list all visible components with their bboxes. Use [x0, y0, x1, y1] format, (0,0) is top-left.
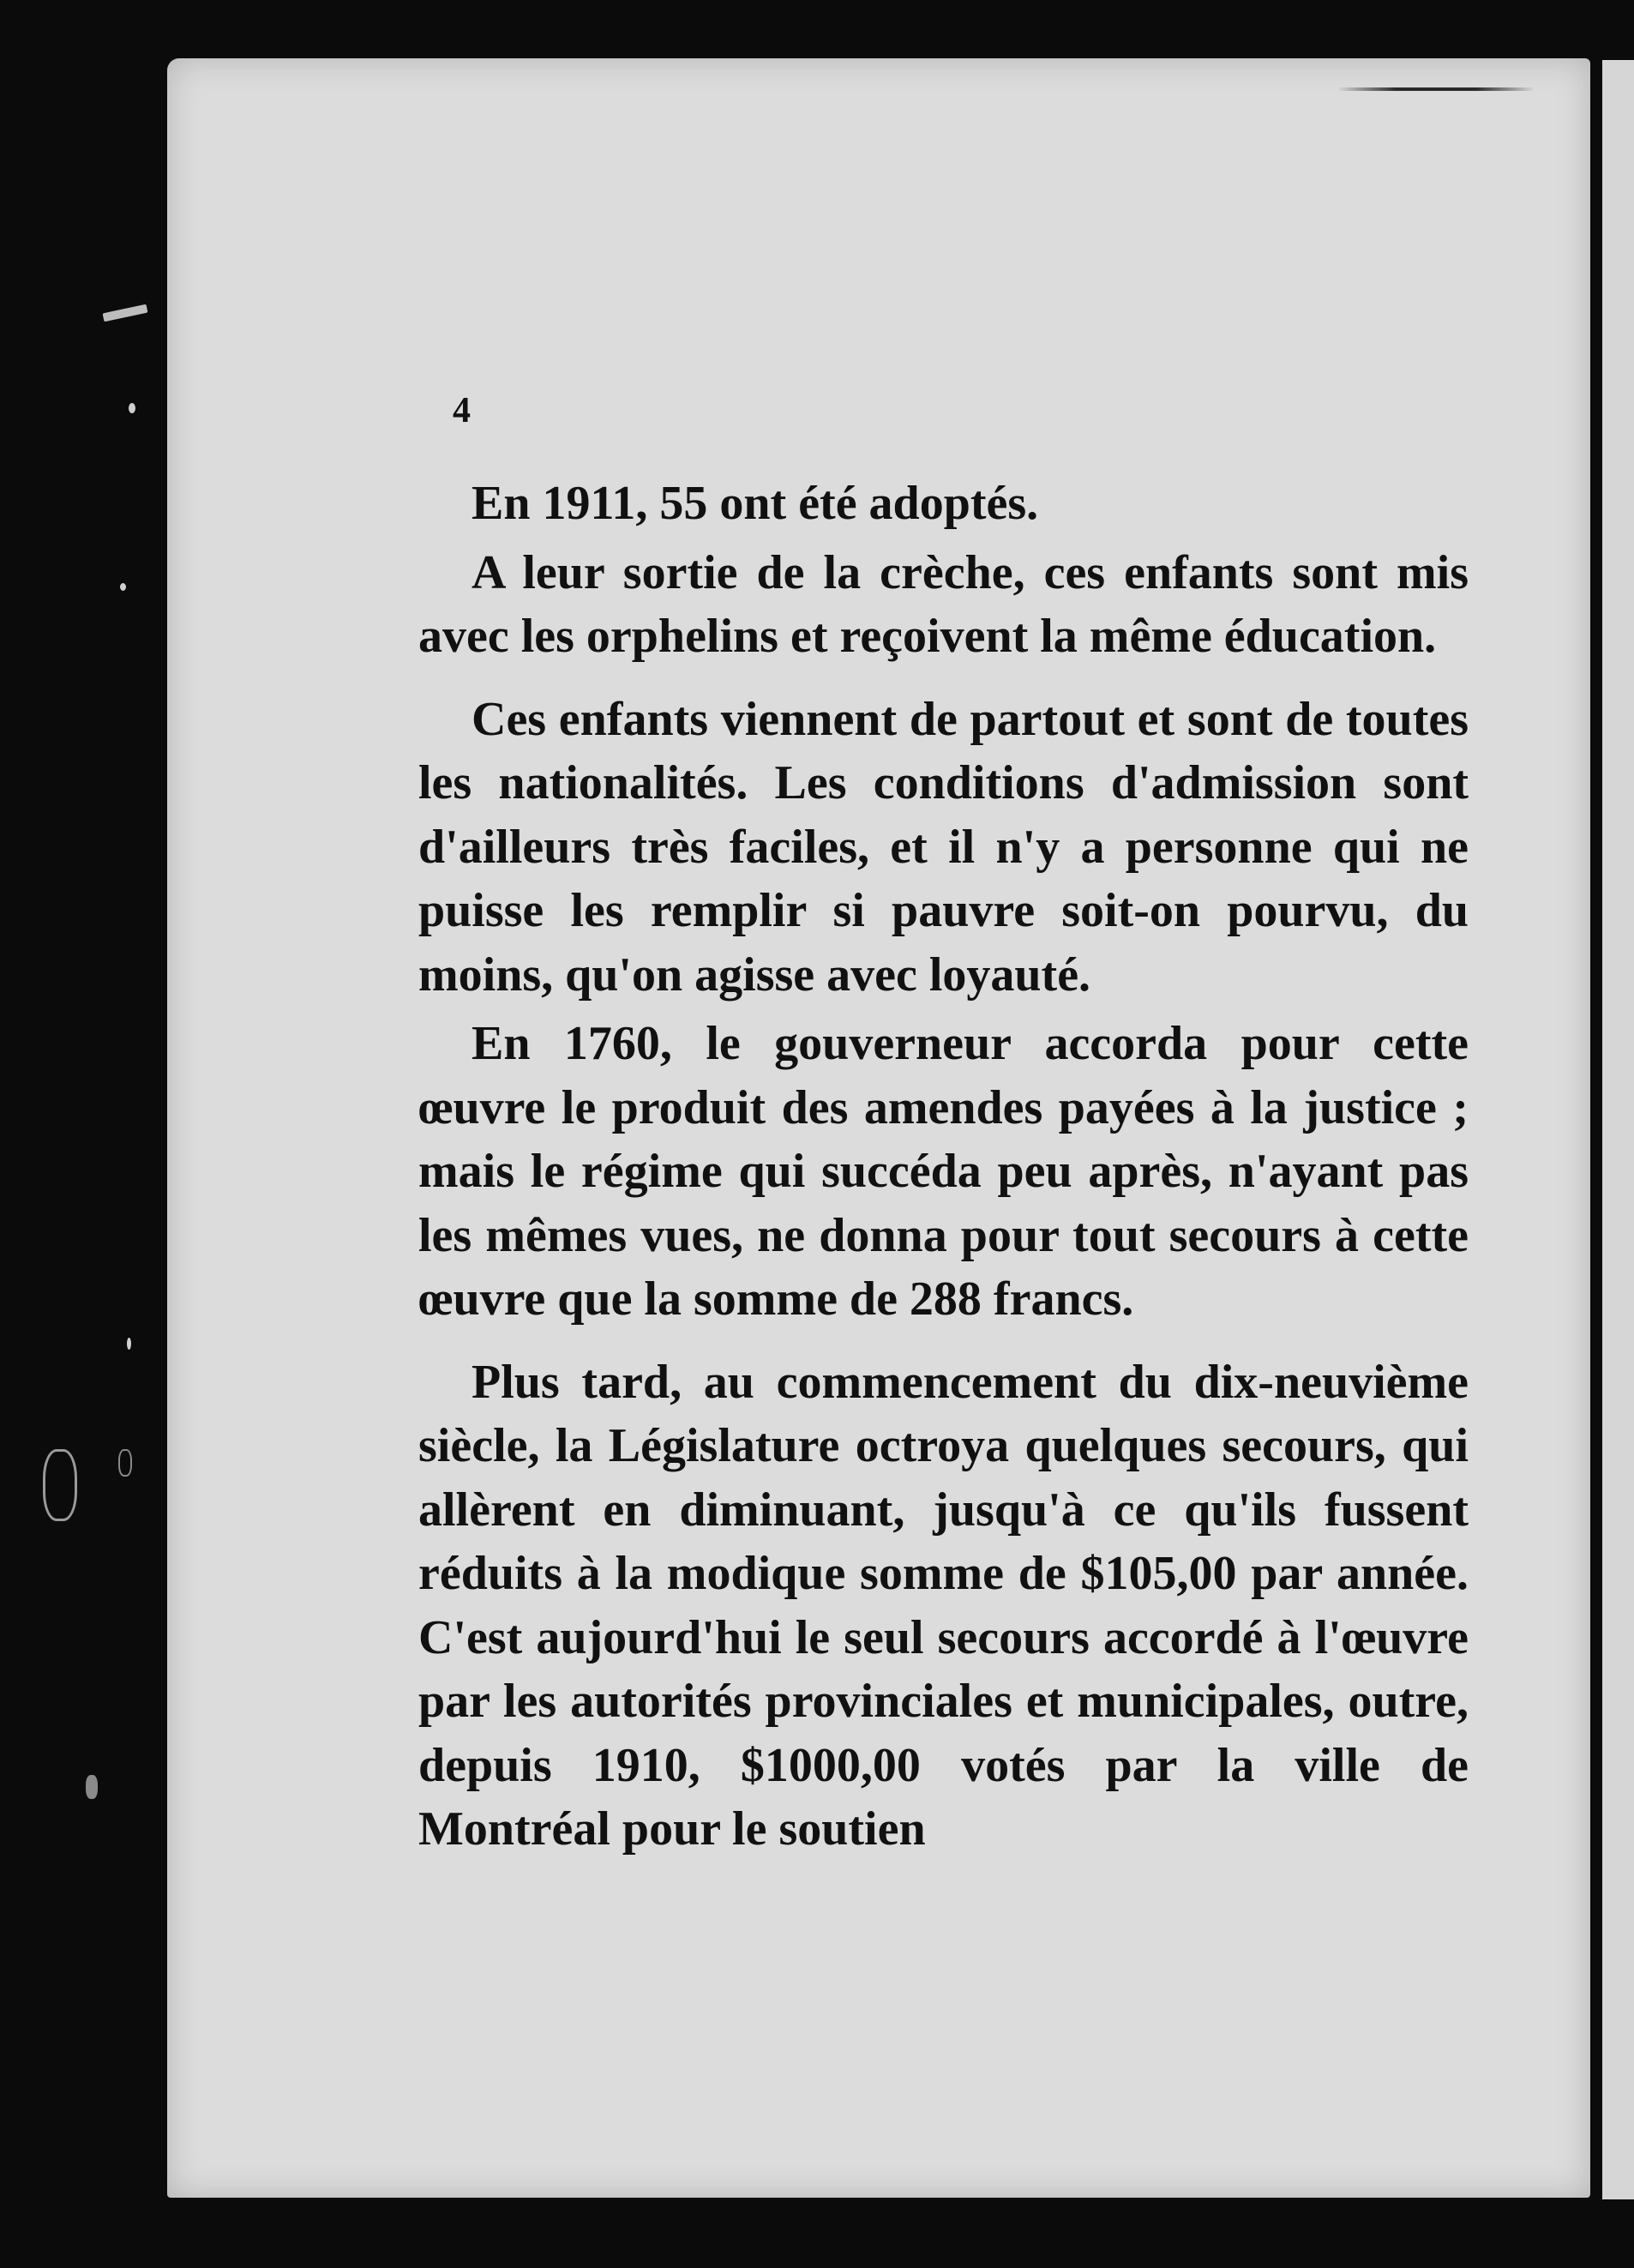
paragraph-legislature: Plus tard, au commencement du dix-neuvième siècle, la Législature octroya quelques secours, qui allèrent en diminuant, jusqu'à ce qu'ils fussent réduits à la modique somme de $105,00 par année. C'est aujourd'hui le seul secours accordé à l'œuvre par les autorités provinciales et municipales, outre, depuis 1910, $1000,00 votés par la ville de Montréal pour le soutien [418, 1355, 1469, 1856]
top-rule-line [1337, 87, 1535, 91]
paragraph-admission: Ces enfants viennent de partout et sont de toutes les nationalités. Les conditions d'admission sont d'ailleurs très faciles, et il n'y a personne qui ne puisse les remplir si pauvre soit-on pourvu, du moins, qu'on agisse avec loyauté. [418, 692, 1469, 1002]
body-text [418, 472, 1469, 1862]
margin-speck [86, 1775, 98, 1799]
paragraph-adoptions: En 1911, 55 ont été adoptés. [472, 477, 1039, 530]
facing-page-edge [1602, 60, 1634, 2199]
margin-speck [120, 583, 126, 591]
page-gutter [1590, 60, 1602, 2199]
paragraph-creche-exit: A leur sortie de la crèche, ces enfants sont mis avec les orphelins et reçoivent la même éducation. [418, 545, 1469, 663]
margin-speck [103, 304, 148, 322]
margin-speck [118, 1449, 132, 1477]
page-number: 4 [453, 391, 471, 430]
margin-speck [129, 403, 135, 413]
paragraph-1760: En 1760, le gouverneur accorda pour cette œuvre le produit des amendes payées à la justice ; mais le régime qui succéda peu après, n'ayant pas les mêmes vues, ne donna pour tout secours à cette œuvre que la somme de 288 francs. [418, 1017, 1469, 1326]
margin-speck [127, 1338, 131, 1350]
margin-speck [43, 1449, 77, 1521]
